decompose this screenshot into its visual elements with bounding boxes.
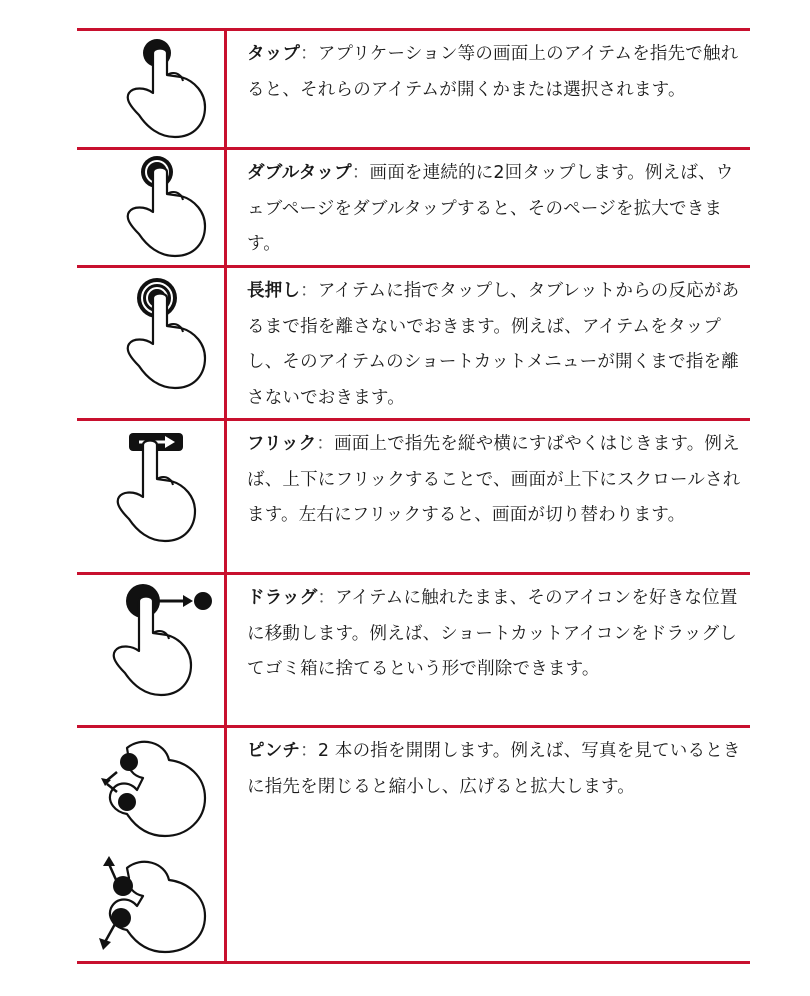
long-press-gesture-icon	[77, 268, 224, 418]
gesture-description: ピンチ：2 本の指を開閉します。例えば、写真を見ているときに指先を閉じると縮小し、広げると拡大します。	[247, 741, 741, 797]
table-row	[77, 728, 750, 961]
gesture-text: 画面を連続的に2回タップします。例えば、ウェブページをダブルタップすると、そのページを拡大できます。	[247, 163, 734, 254]
pinch-gesture-icon	[77, 728, 224, 961]
gesture-term: ダブルタップ	[247, 163, 352, 183]
drag-gesture-icon	[77, 575, 224, 725]
double-tap-gesture-icon	[77, 150, 224, 265]
table-row	[77, 150, 750, 265]
gesture-text: 画面上で指先を縦や横にすばやくはじきます。例えば、上下にフリックすることで、画面が上下にスクロールされます。左右にフリックすると、画面が切り替わります。	[247, 434, 741, 525]
gesture-text: アイテムに指でタップし、タブレットからの反応があるまで指を離さないでおきます。例えば、アイテムをタップし、そのアイテムのショートカットメニューが開くまで指を離さないでおきます。	[247, 281, 740, 408]
gesture-description: ドラッグ：アイテムに触れたまま、そのアイコンを好きな位置に移動します。例えば、ショートカットアイコンをドラッグしてゴミ箱に捨てるという形で削除できます。	[247, 588, 738, 679]
gesture-text: アプリケーション等の画面上のアイテムを指先で触れると、それらのアイテムが開くかまたは選択されます。	[247, 44, 739, 100]
table-row	[77, 575, 750, 725]
pinch-close-icon	[87, 732, 227, 842]
table-row	[77, 31, 750, 147]
gesture-description: フリック：画面上で指先を縦や横にすばやくはじきます。例えば、上下にフリックすることで、画面が上下にスクロールされます。左右にフリックすると、画面が切り替わります。	[247, 434, 741, 525]
gesture-term: フリック	[247, 434, 317, 454]
gesture-text: アイテムに触れたまま、そのアイコンを好きな位置に移動します。例えば、ショートカットアイコンをドラッグしてゴミ箱に捨てるという形で削除できます。	[247, 588, 738, 679]
gesture-term: 長押し	[247, 281, 301, 301]
table-rule	[77, 961, 750, 964]
pinch-open-icon	[87, 846, 227, 956]
flick-gesture-icon	[77, 421, 224, 572]
tap-gesture-icon	[77, 31, 224, 147]
gesture-term: ピンチ	[247, 741, 301, 761]
gesture-description: 長押し：アイテムに指でタップし、タブレットからの反応があるまで指を離さないでおきます。例えば、アイテムをタップし、そのアイテムのショートカットメニューが開くまで指を離さないでおきます。	[247, 281, 740, 408]
gesture-table	[77, 28, 750, 964]
table-row	[77, 421, 750, 572]
gesture-term: ドラッグ	[247, 588, 318, 608]
gesture-description: タップ：アプリケーション等の画面上のアイテムを指先で触れると、それらのアイテムが開くかまたは選択されます。	[247, 44, 739, 100]
gesture-term: タップ	[247, 44, 301, 64]
gesture-text: 2 本の指を開閉します。例えば、写真を見ているときに指先を閉じると縮小し、広げると拡大します。	[247, 741, 741, 797]
gesture-description: ダブルタップ：画面を連続的に2回タップします。例えば、ウェブページをダブルタップすると、そのページを拡大できます。	[247, 163, 734, 254]
table-row	[77, 268, 750, 418]
